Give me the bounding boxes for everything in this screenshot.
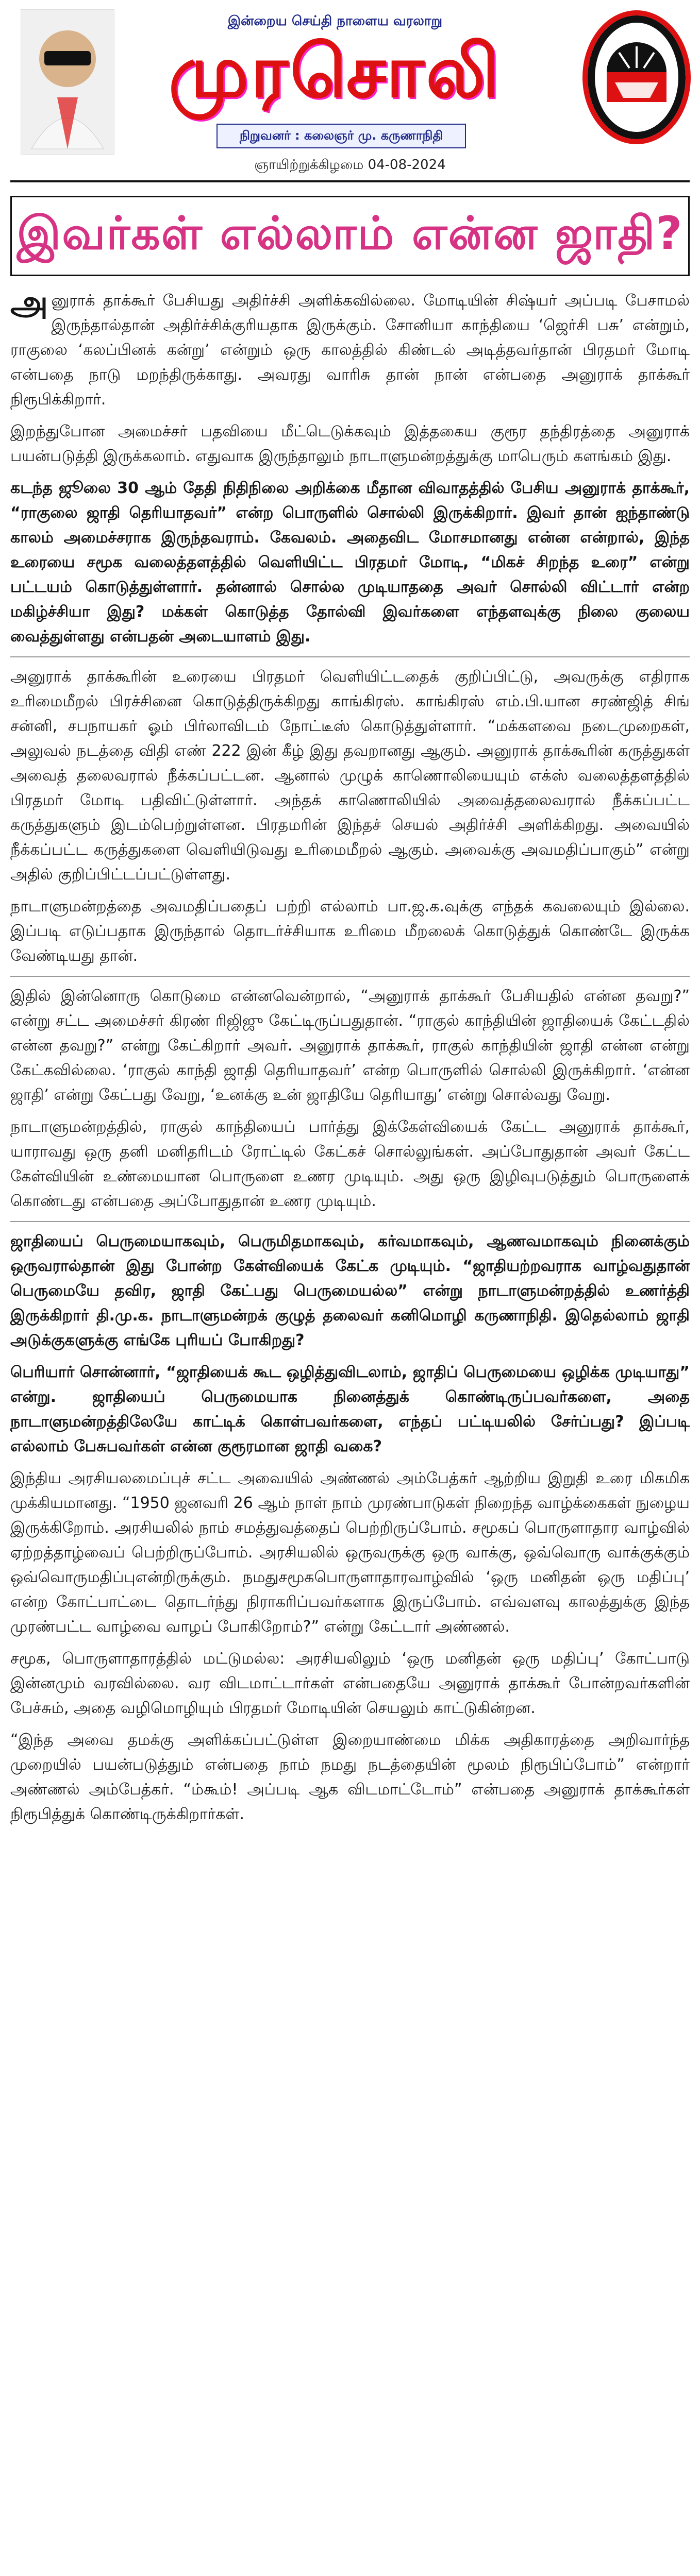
- newspaper-brand: முரசொலி: [169, 30, 502, 114]
- party-emblem: [582, 10, 691, 144]
- article-paragraph-2: இறந்துபோன அமைச்சர் பதவியை மீட்டெடுக்கவும் இத்தகைய குரூர தந்திரத்தை அனுராக் பயன்படுத்தி இருக்கலாம். எதுவாக இருந்தாலும் நாடாளுமன்றத்துக்கு மாபெரும் களங்கம் இது.: [10, 422, 690, 465]
- portrait-icon: [21, 10, 114, 154]
- section-divider: [10, 1221, 690, 1222]
- masthead-tagline: இன்றைய செய்தி நாளைய வரலாறு: [227, 13, 443, 29]
- article-paragraph-11: சமூக, பொருளாதாரத்தில் மட்டுமல்ல: அரசியலிலும் ‘ஒரு மனிதன் ஒரு மதிப்பு’ கோட்பாடு இன்னமும் வரவில்லை. வர விடமாட்டார்கள் என்பதையே அனுராக் தாக்கூர் போன்றவர்களின் பேச்சும், அதை வழிமொழியும் பிரதமர் மோடியின் செயலும் காட்டுகின்றன.: [10, 1650, 690, 1717]
- article-body: [10, 283, 690, 1834]
- publication-date: ஞாயிற்றுக்கிழமை 04-08-2024: [254, 157, 446, 173]
- article-paragraph-9: பெரியார் சொன்னார், “ஜாதியைக் கூட ஒழித்துவிடலாம், ஜாதிப் பெருமையை ஒழிக்க முடியாது” என்று. ஜாதியைப் பெருமையாக நினைத்துக் கொண்டிருப்பவர்களை, அதை நாடாளுமன்றத்திலேயே காட்டிக் கொள்பவர்களை, எந்தப் பட்டியலில் சேர்ப்பது? இப்படி எல்லாம் பேசுபவர்கள் என்ன குரூரமான ஜாதி வகை?: [10, 1363, 690, 1455]
- article-paragraph-10: இந்திய அரசியலமைப்புச் சட்ட அவையில் அண்ணல் அம்பேத்கர் ஆற்றிய இறுதி உரை மிகமிக முக்கியமானது. “1950 ஜனவரி 26 ஆம் நாள் நாம் முரண்பாடுகள் நிறைந்த வாழ்க்கைகள் நுழைய இருக்கிறோம். அரசியலில் நாம் சமத்துவத்தைப் பெற்றிருப்போம். சமூகப் பொருளாதார வாழ்வில் ஏற்றத்தாழ்வைப் பெற்றிருப்போம். அரசியலில் ஒருவருக்கு ஒரு வாக்கு, ஒவ்வொரு வாக்குக்கும் ஒவ்வொருமதிப்புஎன்றிருக்கும். நமதுசமூகபொருளாதாரவாழ்வில் ‘ஒரு மனிதன் ஒரு மதிப்பு’ என்ற கோட்பாட்டை தொடர்ந்து நிராகரிப்பவர்களாக இருப்போம். எவ்வளவு காலத்துக்கு இந்த முரண்பட்ட வாழ்வை வாழப் போகிறோம்?” என்று கேட்டார் அண்ணல்.: [10, 1469, 690, 1636]
- article-paragraph-6: இதில் இன்னொரு கொடுமை என்னவென்றால், “அனுராக் தாக்கூர் பேசியதில் என்ன தவறு?” என்று சட்ட அமைச்சர் கிரண் ரிஜிஜு கேட்டிருப்பதுதான். “ராகுல் காந்தியின் ஜாதியைக் கேட்டதில் என்ன தவறு?” என்று கேட்கிறார் அவர். அனுராக் தாக்கூர், ராகுல் காந்தியின் ஜாதி என்ன என்று கேட்கவில்லை. ‘ராகுல் காந்தி ஜாதி தெரியாதவர்’ என்ற பொருளில் சொல்லி இருக்கிறார். ‘என்ன ஜாதி’ என்று கேட்பது வேறு, ‘உனக்கு உன் ஜாதியே தெரியாது’ என்று சொல்வது வேறு.: [10, 987, 690, 1104]
- article-paragraph-3: கடந்த ஜூலை 30 ஆம் தேதி நிதிநிலை அறிக்கை மீதான விவாதத்தில் பேசிய அனுராக் தாக்கூர், “ராகுலை ஜாதி தெரியாதவர்” என்ற பொருளில் சொல்லி இருக்கிறார். இவர் தான் ஐந்தாண்டு காலம் அமைச்சராக இருந்தவராம். கேவலம். அதைவிட மோசமானது என்ன என்றால், இந்த உரையை சமூக வலைத்தளத்தில் வெளியிட்ட பிரதமர் மோடி, “மிகச் சிறந்த உரை” என்று பட்டயம் கொடுத்துள்ளார். தன்னால் சொல்ல முடியாததை அவர் சொல்லி விட்டார் என்ற மகிழ்ச்சியா இது? மக்கள் கொடுத்த தோல்வி இவர்களை எந்தளவுக்கு நிலை குலைய வைத்துள்ளது என்பதன் அடையாளம் இது.: [10, 479, 690, 646]
- article-paragraph-12: “இந்த அவை தமக்கு அளிக்கப்பட்டுள்ள இறையாண்மை மிக்க அதிகாரத்தை அறிவார்ந்த முறையில் பயன்படுத்தும் என்பதை நாம் நமது நடத்தையின் மூலம் நிரூபிப்போம்” என்றார் அண்ணல் அம்பேத்கர். “ம்கூம்! அப்படி ஆக விடமாட்டோம்” என்பதை அனுராக் தாக்கூர்கள் நிரூபித்துக் கொண்டிருக்கிறார்கள்.: [10, 1731, 690, 1823]
- top-rule: [10, 180, 690, 182]
- masthead: [0, 0, 700, 173]
- article-paragraph-1: அனுராக் தாக்கூர் பேசியது அதிர்ச்சி அளிக்கவில்லை. மோடியின் சிஷ்யர் அப்படி பேசாமல் இருந்தால்தான் அதிர்ச்சிக்குரியதாக இருக்கும். சோனியா காந்தியை ‘ஜெர்சி பசு’ என்றும், ராகுலை ‘கலப்பினக் கன்று’ என்றும் ஒரு காலத்தில் கிண்டல் அடித்தவர்தான் பிரதமர் மோடி என்பதை நாடு மறந்திருக்காது. அவரது வாரிசு தான் நான் என்பதை அனுராக் தாக்கூர் நிரூபிக்கிறார்.: [10, 283, 690, 409]
- rising-sun-icon: [601, 36, 673, 118]
- section-divider: [10, 976, 690, 977]
- article-paragraph-4: அனுராக் தாக்கூரின் உரையை பிரதமர் வெளியிட்டதைக் குறிப்பிட்டு, அவருக்கு எதிராக உரிமைமீறல் பிரச்சினை கொடுத்திருக்கிறது காங்கிரஸ். காங்கிரஸ் எம்.பி.யான சரண்ஜித் சிங் சன்னி, சபநாயகர் ஓம் பிர்லாவிடம் நோட்டீஸ் கொடுத்துள்ளார். “மக்களவை நடைமுறைகள், அலுவல் நடத்தை விதி எண் 222 இன் கீழ் இது தவறானது ஆகும். அனுராக் தாக்கூரின் கருத்துகள் அவைத் தலைவரால் நீக்கப்பட்டன. ஆனால் முழுக் காணொலியையும் எக்ஸ் வலைத்தளத்தில் பிரதமர் மோடி பதிவிட்டுள்ளார். அந்தக் காணொலியில் அவைத்தலைவரால் நீக்கப்பட்ட கருத்துகளும் இடம்பெற்றுள்ளன. பிரதமரின் இந்தச் செயல் அதிர்ச்சி அளிக்கிறது. அவையில் நீக்கப்பட்ட கருத்துகளை வெளியிடுவது உரிமைமீறல் ஆகும். அவைக்கு அவமதிப்பாகும்” என்று அதில் குறிப்பிட்டப்பட்டுள்ளது.: [10, 668, 690, 884]
- article-paragraph-8: ஜாதியைப் பெருமையாகவும், பெருமிதமாகவும், கர்வமாகவும், ஆணவமாகவும் நினைக்கும் ஒருவரால்தான் இது போன்ற கேள்வியைக் கேட்க முடியும். “ஜாதியற்றவராக வாழ்வதுதான் பெருமையே தவிர, ஜாதி கேட்பது பெருமையல்ல” என்று நாடாளுமன்றத்தில் உணர்த்தி இருக்கிறார் தி.மு.க. நாடாளுமன்றக் குழுத் தலைவர் கனிமொழி கருணாநிதி. இதெல்லாம் ஜாதி அடுக்குகளுக்கு எங்கே புரியப் போகிறது?: [10, 1232, 690, 1349]
- portrait-image: [21, 9, 114, 155]
- section-divider: [10, 656, 690, 657]
- editor-line: நிறுவனர் : கலைஞர் மு. கருணாநிதி: [216, 124, 466, 148]
- editorial-headline: இவர்கள் எல்லாம் என்ன ஜாதி?: [10, 196, 690, 276]
- article-paragraph-7: நாடாளுமன்றத்தில், ராகுல் காந்தியைப் பார்த்து இக்கேள்வியைக் கேட்ட அனுராக் தாக்கூர், யாராவது ஒரு தனி மனிதரிடம் ரோட்டில் கேட்கச் சொல்லுங்கள். அப்போதுதான் அவர் கேட்ட கேள்வியின் உண்மையான பொருளை உணர முடியும். அது ஒரு இழிவுபடுத்தும் பொருளைக் கொண்டது என்பதை அப்போதுதான் உணர முடியும்.: [10, 1118, 690, 1210]
- article-paragraph-5: நாடாளுமன்றத்தை அவமதிப்பதைப் பற்றி எல்லாம் பா.ஜ.க.வுக்கு எந்தக் கவலையும் இல்லை. இப்படி எடுப்பதாக இருந்தால் தொடர்ச்சியாக உரிமை மீறலைக் கொடுத்துக் கொண்டே இருக்க வேண்டியது தான்.: [10, 897, 690, 965]
